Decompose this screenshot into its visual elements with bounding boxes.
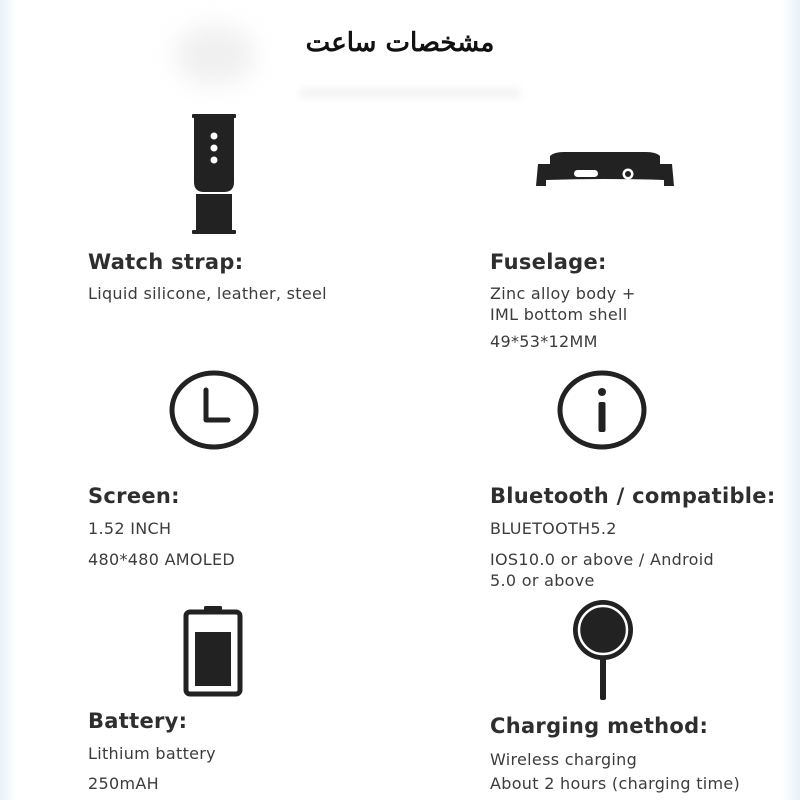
watch-body-icon: [534, 150, 676, 192]
bluetooth-title: Bluetooth / compatible:: [490, 484, 776, 508]
watch-strap-title: Watch strap:: [88, 250, 244, 274]
charging-detail-1: Wireless charging: [490, 750, 638, 769]
fuselage-detail-2: IML bottom shell: [490, 305, 628, 324]
watch-strap-detail: Liquid silicone, leather, steel: [88, 284, 327, 303]
blurred-background-line: [300, 88, 520, 98]
battery-icon: [182, 604, 244, 698]
battery-detail-2: 250mAH: [88, 774, 159, 793]
fuselage-title: Fuselage:: [490, 250, 607, 274]
battery-title: Battery:: [88, 709, 188, 733]
right-edge-decoration: [782, 0, 800, 800]
bluetooth-detail-2: IOS10.0 or above / Android: [490, 550, 714, 569]
fuselage-detail-3: 49*53*12MM: [490, 332, 598, 351]
screen-title: Screen:: [88, 484, 180, 508]
charging-detail-2: About 2 hours (charging time): [490, 774, 741, 793]
page-title: مشخصات ساعت: [305, 28, 495, 58]
fuselage-detail-1: Zinc alloy body +: [490, 284, 636, 303]
charging-title: Charging method:: [490, 714, 709, 738]
battery-detail-1: Lithium battery: [88, 744, 216, 763]
screen-detail-2: 480*480 AMOLED: [88, 550, 236, 569]
watch-strap-icon: [184, 112, 244, 236]
wireless-charger-icon: [568, 598, 638, 702]
bluetooth-detail-1: BLUETOOTH5.2: [490, 519, 617, 538]
clock-icon: [168, 370, 260, 450]
info-icon: [556, 370, 648, 450]
bluetooth-detail-3: 5.0 or above: [490, 571, 595, 590]
screen-detail-1: 1.52 INCH: [88, 519, 172, 538]
left-edge-decoration: [0, 0, 16, 800]
